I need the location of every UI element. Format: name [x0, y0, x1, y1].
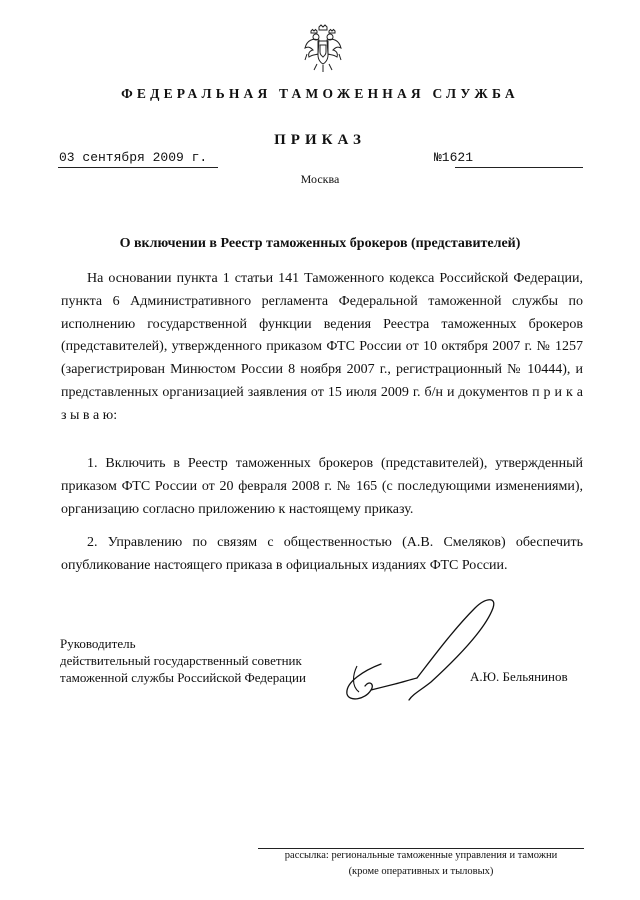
distribution-list: рассылка: региональные таможенные управления и таможни [284, 850, 558, 861]
body-paragraph-item-2: 2. Управлению по связям с общественностью (А.В. Смеляков) обеспечить опубликование настоящего приказа в официальных изданиях ФТС России. [61, 535, 583, 573]
agency-name: ФЕДЕРАЛЬНАЯ ТАМОЖЕННАЯ СЛУЖБА [121, 86, 519, 101]
body-paragraph-basis: На основании пункта 1 статьи 141 Таможенного кодекса Российской Федерации, пункта 6 Административного регламента Федеральной таможенной службы по исполнению государственной функции ведения Реестра таможенных брокеров (представителей), утвержденного приказом ФТС России от 10 октября 2007 г. № 1257 (зарегистрирован Минюстом России 8 ноября 2007 г., регистрационный № 10444), и представленных организацией заявления от 15 июля 2009 г. б/н и документов п р и к а з ы в а ю: [61, 271, 583, 423]
distribution-note: (кроме оперативных и тыловых) [348, 866, 494, 877]
coat-of-arms-icon [303, 24, 343, 74]
signatory-title [60, 635, 306, 686]
signatory-title-line-1: Руководитель [60, 636, 136, 651]
document-type-title: ПРИКАЗ [274, 132, 366, 148]
city-name: Москва [300, 172, 340, 186]
date-underline [58, 167, 218, 168]
signatory-title-line-2: действительный государственный советник [60, 653, 302, 668]
body-paragraph-item-1: 1. Включить в Реестр таможенных брокеров (представителей), утвержденный приказом ФТС России от 20 февраля 2008 г. № 165 (с последующими изменениями), организацию согласно приложению к настоящему приказу. [61, 456, 583, 517]
order-number: №1621 [434, 150, 474, 165]
number-underline [455, 167, 583, 168]
order-subject: О включении в Реестр таможенных брокеров (представителей) [119, 236, 521, 251]
signer-name: А.Ю. Бельянинов [470, 669, 568, 684]
order-date: 03 сентября 2009 г. [59, 150, 208, 165]
handwritten-signature [335, 590, 515, 715]
distribution-divider [258, 848, 584, 849]
signatory-title-line-3: таможенной службы Российской Федерации [60, 670, 306, 685]
